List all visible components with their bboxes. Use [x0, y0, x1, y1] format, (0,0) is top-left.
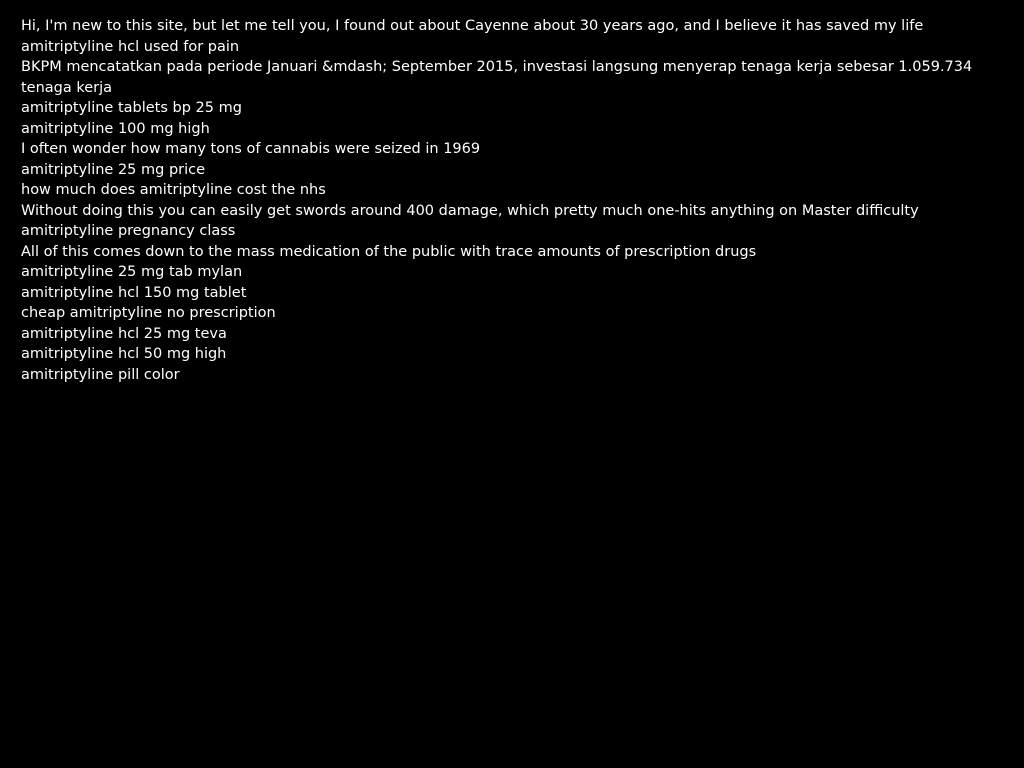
text-line-4: amitriptyline tablets bp 25 mg — [21, 100, 242, 116]
text-line-12: amitriptyline 25 mg tab mylan — [21, 264, 243, 280]
text-line-11: All of this comes down to the mass medication of the public with trace amounts of prescription drugs — [21, 243, 757, 260]
text-line-5: amitriptyline 100 mg high — [21, 120, 210, 137]
text-line-1: Hi, I'm new to this site, but let me tell you, I found out about Cayenne about 30 years ago, and I believe it has saved my life — [21, 18, 924, 34]
text-line-16: amitriptyline hcl 50 mg high — [21, 346, 227, 362]
text-line-3: BKPM mencatatkan pada periode Januari &mdash; September 2015, investasi langsung menyerap tenaga kerja sebesar 1.059.734 tenaga kerja — [21, 59, 973, 96]
text-line-17: amitriptyline pill color — [21, 366, 180, 383]
text-line-14: cheap amitriptyline no prescription — [21, 305, 276, 321]
text-line-8: how much does amitriptyline cost the nhs — [21, 182, 326, 198]
text-line-10: amitriptyline pregnancy class — [21, 223, 236, 239]
text-line-15: amitriptyline hcl 25 mg teva — [21, 325, 227, 342]
text-line-7: amitriptyline 25 mg price — [21, 161, 206, 178]
text-line-13: amitriptyline hcl 150 mg tablet — [21, 284, 247, 301]
text-line-2: amitriptyline hcl used for pain — [21, 38, 240, 55]
text-line-9: Without doing this you can easily get swords around 400 damage, which pretty much one-hits anything on Master difficulty — [21, 202, 919, 219]
text-line-6: I often wonder how many tons of cannabis were seized in 1969 — [21, 141, 481, 157]
text-block — [21, 16, 984, 385]
